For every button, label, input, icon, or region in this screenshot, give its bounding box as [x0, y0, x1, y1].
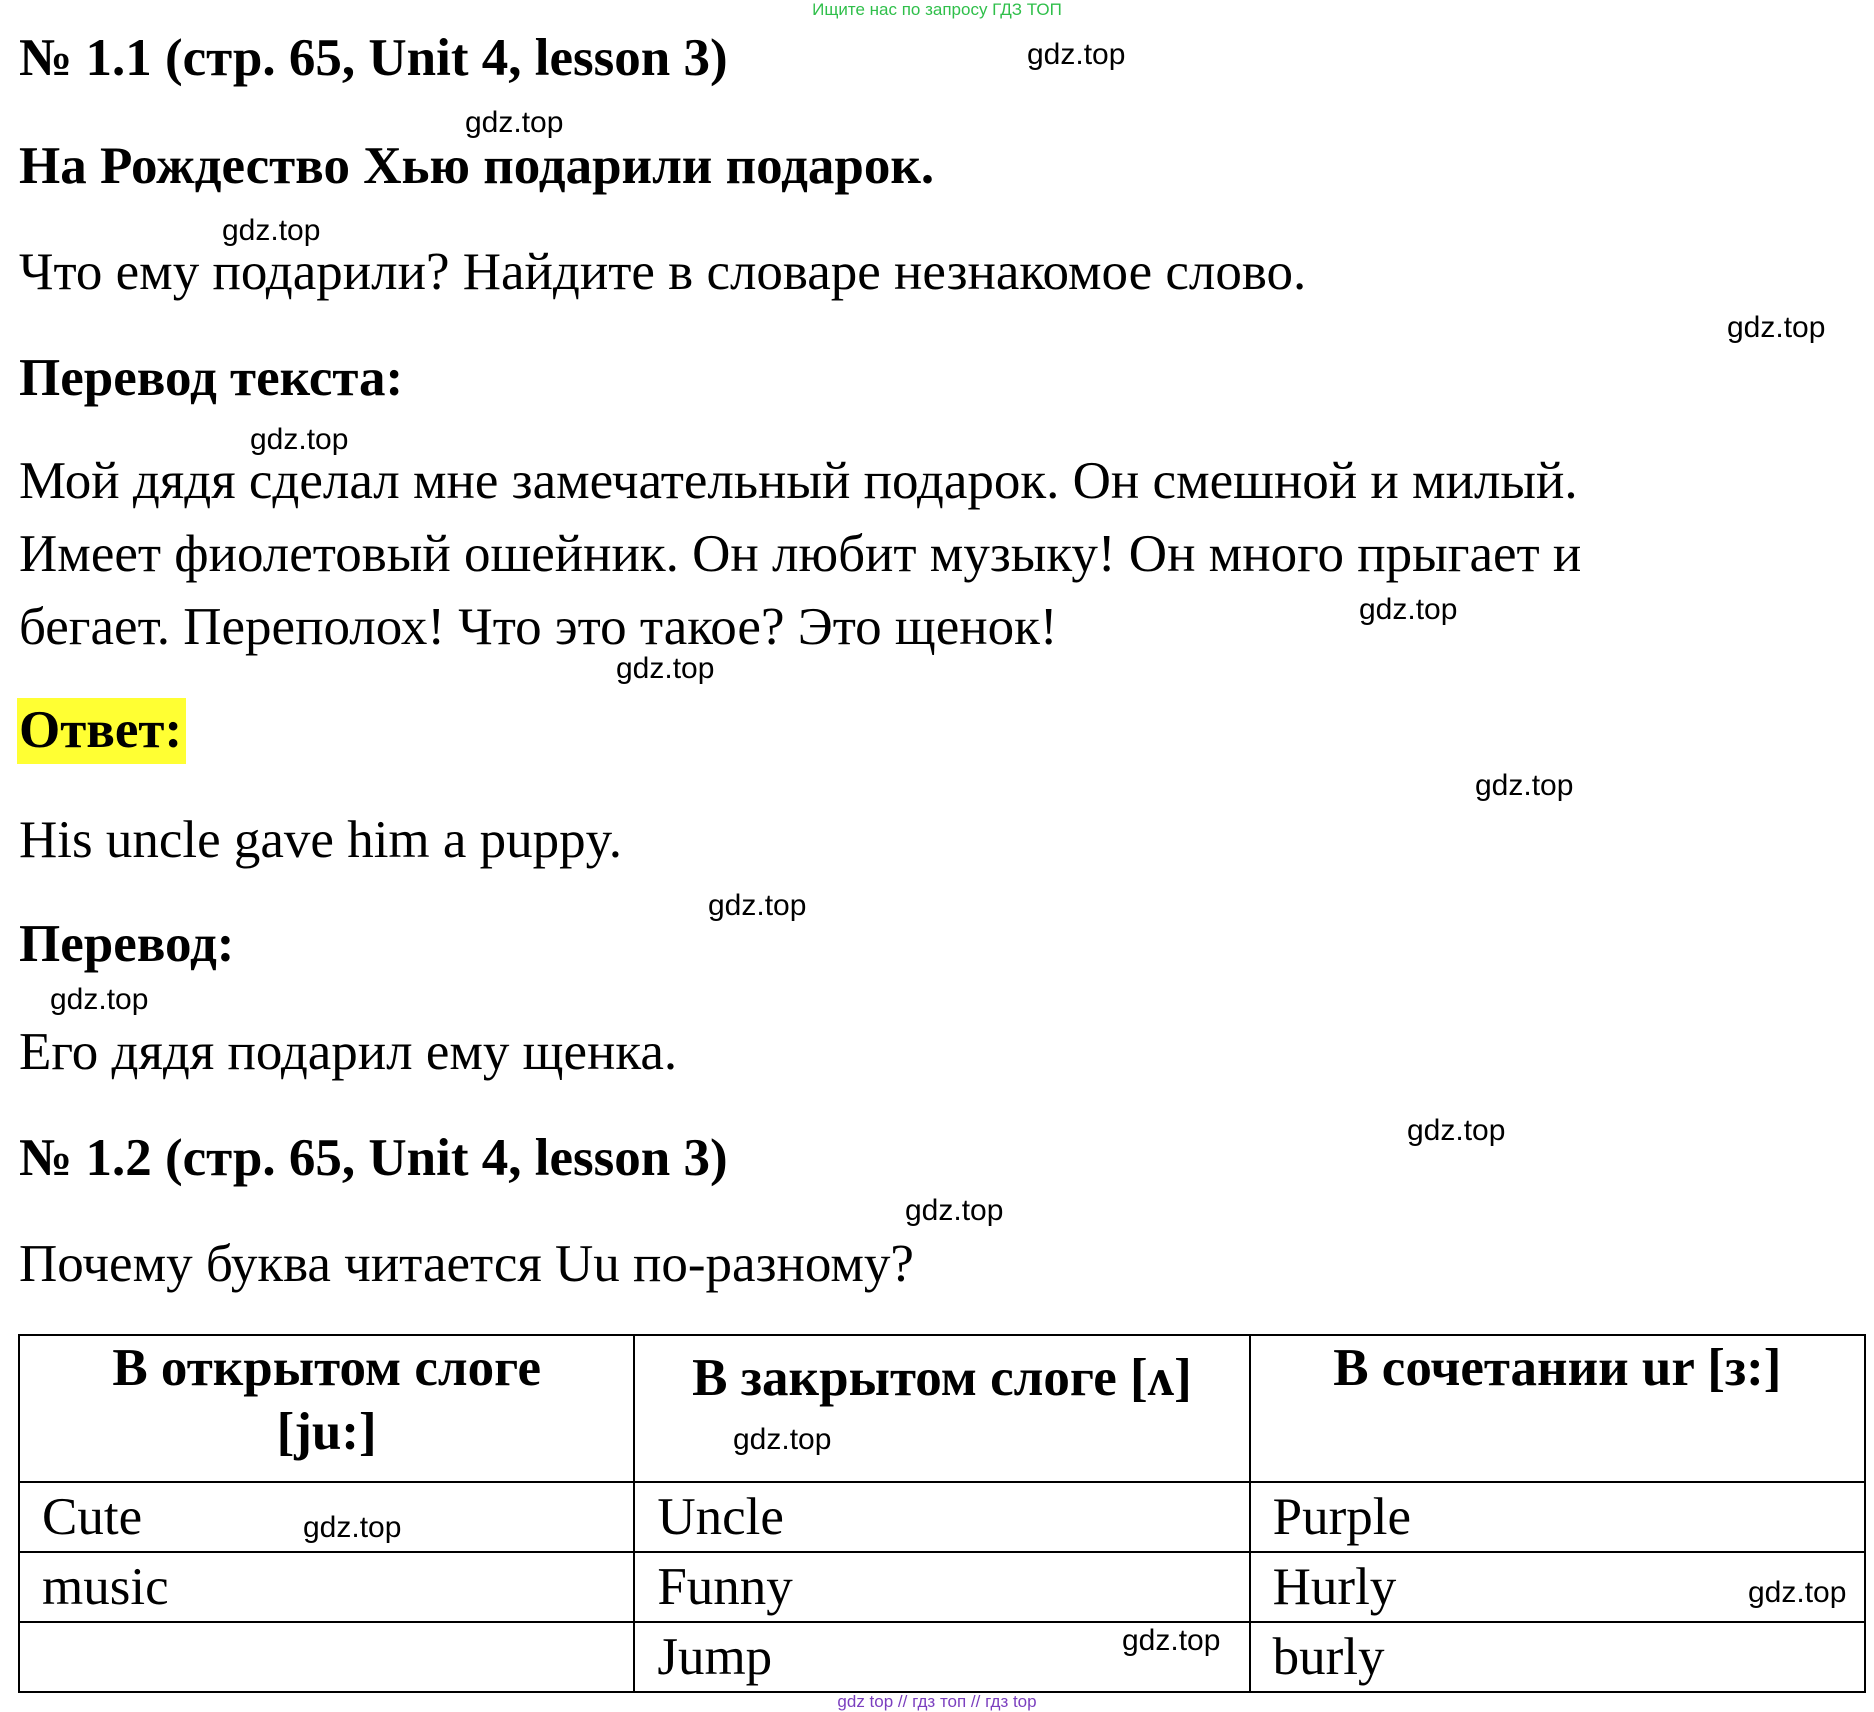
watermark: gdz.top	[1359, 593, 1458, 626]
table-row	[19, 1622, 1865, 1692]
answer-translation-label: Перевод:	[19, 915, 235, 973]
watermark: gdz.top	[50, 983, 149, 1016]
watermark: gdz.top	[303, 1511, 402, 1544]
task1-subtitle: На Рождество Хью подарили подарок.	[19, 137, 935, 195]
watermark: gdz.top	[733, 1423, 832, 1456]
watermark: gdz.top	[1475, 769, 1574, 802]
table-cell: burly	[1250, 1622, 1865, 1692]
answer-label: Ответ:	[17, 698, 186, 764]
table-cell: Purple	[1250, 1482, 1865, 1552]
watermark: gdz.top	[616, 652, 715, 685]
watermark: gdz.top	[905, 1194, 1004, 1227]
watermark: gdz.top	[465, 106, 564, 139]
translation-line: бегает. Переполох! Что это такое? Это щенок!	[19, 598, 1058, 656]
watermark: gdz.top	[1748, 1576, 1847, 1609]
watermark: gdz.top	[1027, 38, 1126, 71]
translation-line: Мой дядя сделал мне замечательный подарок. Он смешной и милый.	[19, 452, 1578, 510]
translation-line: Имеет фиолетовый ошейник. Он любит музыку! Он много прыгает и	[19, 525, 1582, 583]
watermark: gdz.top	[1122, 1624, 1221, 1657]
watermark: gdz.top	[250, 423, 349, 456]
task1-question: Что ему подарили? Найдите в словаре незнакомое слово.	[19, 243, 1307, 301]
table-header-row	[19, 1335, 1865, 1482]
table-cell: Cute	[19, 1482, 634, 1552]
watermark: gdz.top	[1727, 311, 1826, 344]
watermark: gdz.top	[222, 214, 321, 247]
table-cell	[19, 1622, 634, 1692]
table-cell: Jump	[634, 1622, 1249, 1692]
table-cell: music	[19, 1552, 634, 1622]
translation-label: Перевод текста:	[19, 349, 404, 407]
watermark: gdz.top	[1407, 1114, 1506, 1147]
table-cell: Funny	[634, 1552, 1249, 1622]
answer-translation: Его дядя подарил ему щенка.	[19, 1023, 678, 1081]
footer: gdz top // гдз топ // гдз top	[837, 1692, 1037, 1711]
table-header-cell: В сочетании ur [з:]	[1250, 1335, 1865, 1482]
table-cell: Uncle	[634, 1482, 1249, 1552]
table-row	[19, 1552, 1865, 1622]
task2-heading: № 1.2 (стр. 65, Unit 4, lesson 3)	[19, 1129, 728, 1187]
task1-heading: № 1.1 (стр. 65, Unit 4, lesson 3)	[19, 29, 728, 87]
task2-question: Почему буква читается Uu по-разному?	[19, 1235, 914, 1293]
table-header-cell: В открытом слоге [ju:]	[19, 1335, 634, 1482]
table-header-cell: В закрытом слоге [ʌ]	[634, 1335, 1249, 1482]
top-banner: Ищите нас по запросу ГДЗ ТОП	[812, 0, 1062, 19]
answer-text: His uncle gave him a puppy.	[19, 811, 622, 869]
table-cell: Hurly	[1250, 1552, 1865, 1622]
table-row	[19, 1482, 1865, 1552]
watermark: gdz.top	[708, 889, 807, 922]
vowel-table	[18, 1334, 1866, 1693]
